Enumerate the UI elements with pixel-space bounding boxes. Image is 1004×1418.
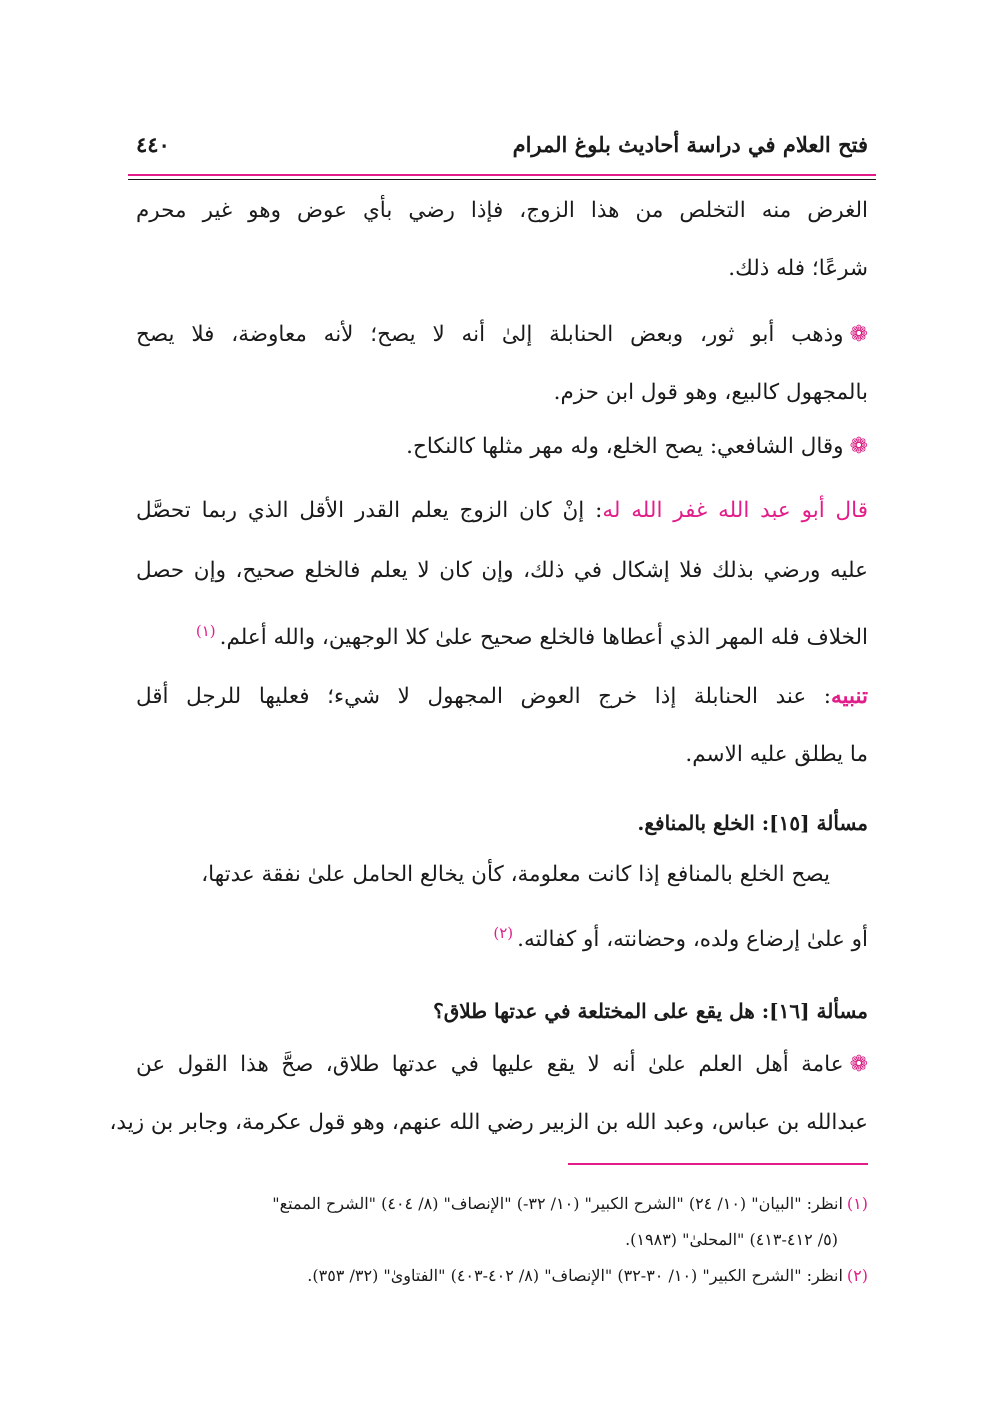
flower-bullet-icon: ❁ bbox=[849, 322, 868, 347]
paragraph-line: يصح الخلع بالمنافع إذا كانت معلومة، كأن يخالع الحامل علىٰ نفقة عدتها، bbox=[201, 862, 830, 887]
paragraph-line bbox=[136, 320, 868, 350]
footnote-line: (٥/ ٤١٢-٤١٣) "المحلىٰ" (١٩٨٣). bbox=[625, 1230, 838, 1249]
page-number: ٤٤٠ bbox=[136, 132, 170, 157]
footnote-ref: (٢) bbox=[493, 924, 514, 942]
note-label: تنبيه bbox=[831, 684, 868, 709]
paragraph-line bbox=[136, 432, 868, 462]
paragraph-line: الغرض منه التخلص من هذا الزوج، فإذا رضي بأي عوض وهو غير محرم bbox=[136, 198, 868, 223]
paragraph-text: : إنْ كان الزوج يعلم القدر الأقل الذي ربما تحصَّل bbox=[136, 498, 603, 523]
flower-bullet-icon: ❁ bbox=[849, 1052, 868, 1077]
footnote-number: (١) bbox=[846, 1194, 868, 1213]
footnote-number: (٢) bbox=[846, 1266, 868, 1285]
footnote-line bbox=[136, 1264, 868, 1288]
footnote-text: انظر: "البيان" (١٠/ ٢٤) "الشرح الكبير" (١٠/ ٣٢-) "الإنصاف" (٨/ ٤٠٤) "الشرح الممتع" bbox=[272, 1194, 843, 1213]
paragraph-line: شرعًا؛ فله ذلك. bbox=[728, 256, 868, 281]
paragraph-line: ما يطلق عليه الاسم. bbox=[685, 742, 868, 767]
paragraph-text: الخلاف فله المهر الذي أعطاها فالخلع صحيح علىٰ كلا الوجهين، والله أعلم. bbox=[219, 625, 868, 651]
paragraph-text: وقال الشافعي: يصح الخلع، وله مهر مثلها كالنكاح. bbox=[406, 434, 844, 459]
paragraph-line bbox=[136, 496, 868, 526]
paragraph-line: عليه ورضي بذلك فلا إشكال في ذلك، وإن كان لا يعلم فالخلع صحيح، وإن حصل bbox=[136, 558, 868, 583]
paragraph-line bbox=[136, 1050, 868, 1080]
section-heading: مسألة [١٦]: هل يقع على المختلعة في عدتها طلاق؟ bbox=[433, 999, 868, 1023]
paragraph-line bbox=[136, 918, 868, 955]
footnote-rule bbox=[568, 1163, 868, 1165]
running-header bbox=[136, 128, 868, 168]
footnote-text: انظر: "الشرح الكبير" (١٠/ ٣٠-٣٢) "الإنصاف" (٨/ ٤٠٢-٤٠٣) "الفتاوىٰ" (٣٢/ ٣٥٣). bbox=[307, 1266, 843, 1285]
paragraph-line bbox=[136, 682, 868, 712]
book-title: فتح العلام في دراسة أحاديث بلوغ المرام bbox=[512, 132, 868, 157]
author-attribution: قال أبو عبد الله غفر الله له bbox=[602, 498, 868, 523]
paragraph-text: أو علىٰ إرضاع ولده، وحضانته، أو كفالته. bbox=[517, 927, 868, 953]
footnote-line bbox=[136, 1192, 868, 1216]
paragraph-text: وذهب أبو ثور، وبعض الحنابلة إلىٰ أنه لا يصح؛ لأنه معاوضة، فلا يصح bbox=[136, 322, 844, 347]
footnote-ref: (١) bbox=[195, 622, 216, 640]
paragraph-text: : عند الحنابلة إذا خرج العوض المجهول لا شيء؛ فعليها للرجل أقل bbox=[136, 684, 832, 709]
paragraph-text: عامة أهل العلم علىٰ أنه لا يقع عليها في عدتها طلاق، صحَّ هذا القول عن bbox=[136, 1052, 844, 1077]
paragraph-line: عبدالله بن عباس، وعبد الله بن الزبير رضي الله عنهم، وهو قول عكرمة، وجابر بن زيد، bbox=[109, 1110, 868, 1135]
paragraph-line bbox=[136, 616, 868, 653]
paragraph-line: بالمجهول كالبيع، وهو قول ابن حزم. bbox=[553, 380, 868, 405]
header-rule-black bbox=[128, 179, 876, 180]
flower-bullet-icon: ❁ bbox=[849, 434, 868, 459]
header-rule-pink bbox=[128, 174, 876, 176]
section-heading: مسألة [١٥]: الخلع بالمنافع. bbox=[637, 811, 868, 835]
